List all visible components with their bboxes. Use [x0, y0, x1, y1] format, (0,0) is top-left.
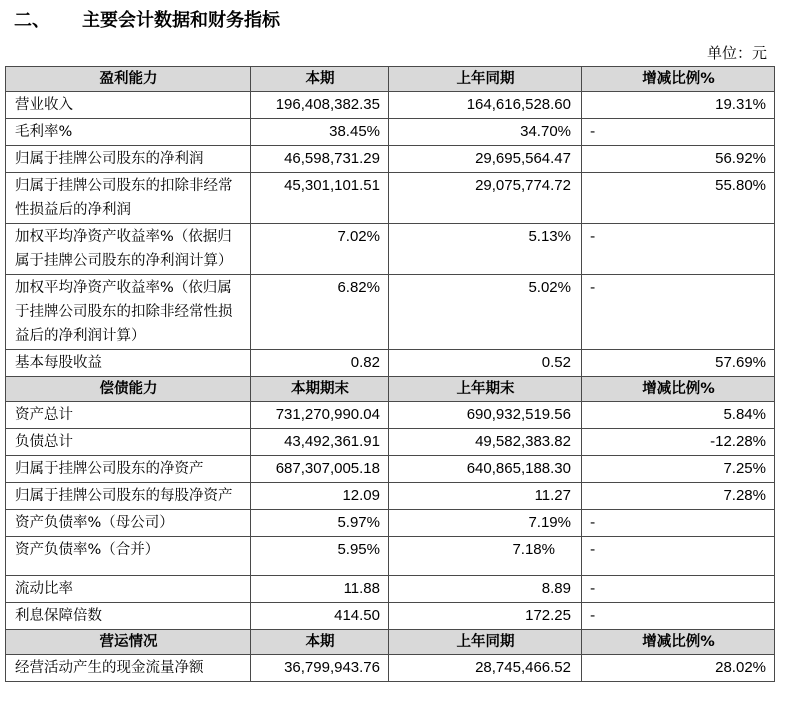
row-label: 营业收入	[6, 92, 251, 119]
change-value: -	[582, 510, 775, 537]
section-number: 二、	[14, 10, 50, 31]
unit-label: 单位：元	[706, 44, 767, 62]
current-value: 7.02%	[251, 224, 389, 275]
previous-value: 640,865,188.30	[389, 456, 582, 483]
change-value: -	[582, 576, 775, 603]
section-heading	[14, 6, 280, 32]
table-row	[6, 119, 775, 146]
row-label: 加权平均净资产收益率%（依归属于挂牌公司股东的扣除非经常性损益后的净利润计算）	[6, 275, 251, 350]
row-label: 利息保障倍数	[6, 603, 251, 630]
previous-value: 11.27	[389, 483, 582, 510]
row-label: 加权平均净资产收益率%（依据归属于挂牌公司股东的净利润计算）	[6, 224, 251, 275]
row-label: 负债总计	[6, 429, 251, 456]
current-value: 11.88	[251, 576, 389, 603]
current-value: 45,301,101.51	[251, 173, 389, 224]
row-label: 归属于挂牌公司股东的每股净资产	[6, 483, 251, 510]
change-value: 7.25%	[582, 456, 775, 483]
previous-value: 29,695,564.47	[389, 146, 582, 173]
table-row	[6, 603, 775, 630]
change-value: -	[582, 537, 775, 576]
change-value: 19.31%	[582, 92, 775, 119]
row-label: 归属于挂牌公司股东的净利润	[6, 146, 251, 173]
col-header-current: 本期	[251, 67, 389, 92]
col-header-current: 本期期末	[251, 377, 389, 402]
current-value: 414.50	[251, 603, 389, 630]
table-row	[6, 146, 775, 173]
col-header-category: 营运情况	[6, 630, 251, 655]
col-header-category: 偿债能力	[6, 377, 251, 402]
change-value: 56.92%	[582, 146, 775, 173]
change-value: -	[582, 119, 775, 146]
previous-value: 49,582,383.82	[389, 429, 582, 456]
table-row	[6, 510, 775, 537]
change-value: 5.84%	[582, 402, 775, 429]
row-label: 资产总计	[6, 402, 251, 429]
section-title: 主要会计数据和财务指标	[82, 10, 280, 31]
col-header-category: 盈利能力	[6, 67, 251, 92]
table-row	[6, 429, 775, 456]
row-label: 流动比率	[6, 576, 251, 603]
change-value: 7.28%	[582, 483, 775, 510]
col-header-previous: 上年同期	[389, 630, 582, 655]
previous-value: 7.19%	[389, 510, 582, 537]
change-value: -	[582, 603, 775, 630]
previous-value: 172.25	[389, 603, 582, 630]
change-value: 28.02%	[582, 655, 775, 682]
table-row	[6, 402, 775, 429]
change-value: -12.28%	[582, 429, 775, 456]
table-row	[6, 92, 775, 119]
row-label: 基本每股收益	[6, 350, 251, 377]
previous-value: 5.13%	[389, 224, 582, 275]
current-value: 5.95%	[251, 537, 389, 576]
row-label: 归属于挂牌公司股东的扣除非经常性损益后的净利润	[6, 173, 251, 224]
table-row	[6, 483, 775, 510]
change-value: -	[582, 224, 775, 275]
previous-value: 28,745,466.52	[389, 655, 582, 682]
row-label: 资产负债率%（合并）	[6, 537, 251, 576]
section-header-row	[6, 67, 775, 92]
previous-value: 34.70%	[389, 119, 582, 146]
table-row	[6, 537, 775, 576]
table-row	[6, 456, 775, 483]
current-value: 5.97%	[251, 510, 389, 537]
current-value: 36,799,943.76	[251, 655, 389, 682]
table-row	[6, 224, 775, 275]
previous-value: 0.52	[389, 350, 582, 377]
current-value: 43,492,361.91	[251, 429, 389, 456]
current-value: 6.82%	[251, 275, 389, 350]
row-label: 毛利率%	[6, 119, 251, 146]
previous-value: 29,075,774.72	[389, 173, 582, 224]
col-header-change: 增减比例%	[582, 67, 775, 92]
financial-indicators-table	[5, 66, 775, 682]
current-value: 731,270,990.04	[251, 402, 389, 429]
row-label: 归属于挂牌公司股东的净资产	[6, 456, 251, 483]
section-header-row	[6, 630, 775, 655]
section-header-row	[6, 377, 775, 402]
col-header-previous: 上年期末	[389, 377, 582, 402]
current-value: 0.82	[251, 350, 389, 377]
col-header-change: 增减比例%	[582, 377, 775, 402]
row-label: 资产负债率%（母公司）	[6, 510, 251, 537]
table-row	[6, 173, 775, 224]
previous-value: 5.02%	[389, 275, 582, 350]
table-row	[6, 576, 775, 603]
previous-value: 8.89	[389, 576, 582, 603]
previous-value: 7.18%	[389, 537, 582, 576]
col-header-previous: 上年同期	[389, 67, 582, 92]
table-row	[6, 655, 775, 682]
change-value: -	[582, 275, 775, 350]
table-row	[6, 350, 775, 377]
previous-value: 690,932,519.56	[389, 402, 582, 429]
current-value: 46,598,731.29	[251, 146, 389, 173]
table-row	[6, 275, 775, 350]
current-value: 38.45%	[251, 119, 389, 146]
previous-value: 164,616,528.60	[389, 92, 582, 119]
change-value: 55.80%	[582, 173, 775, 224]
row-label: 经营活动产生的现金流量净额	[6, 655, 251, 682]
current-value: 12.09	[251, 483, 389, 510]
col-header-current: 本期	[251, 630, 389, 655]
col-header-change: 增减比例%	[582, 630, 775, 655]
current-value: 196,408,382.35	[251, 92, 389, 119]
current-value: 687,307,005.18	[251, 456, 389, 483]
change-value: 57.69%	[582, 350, 775, 377]
